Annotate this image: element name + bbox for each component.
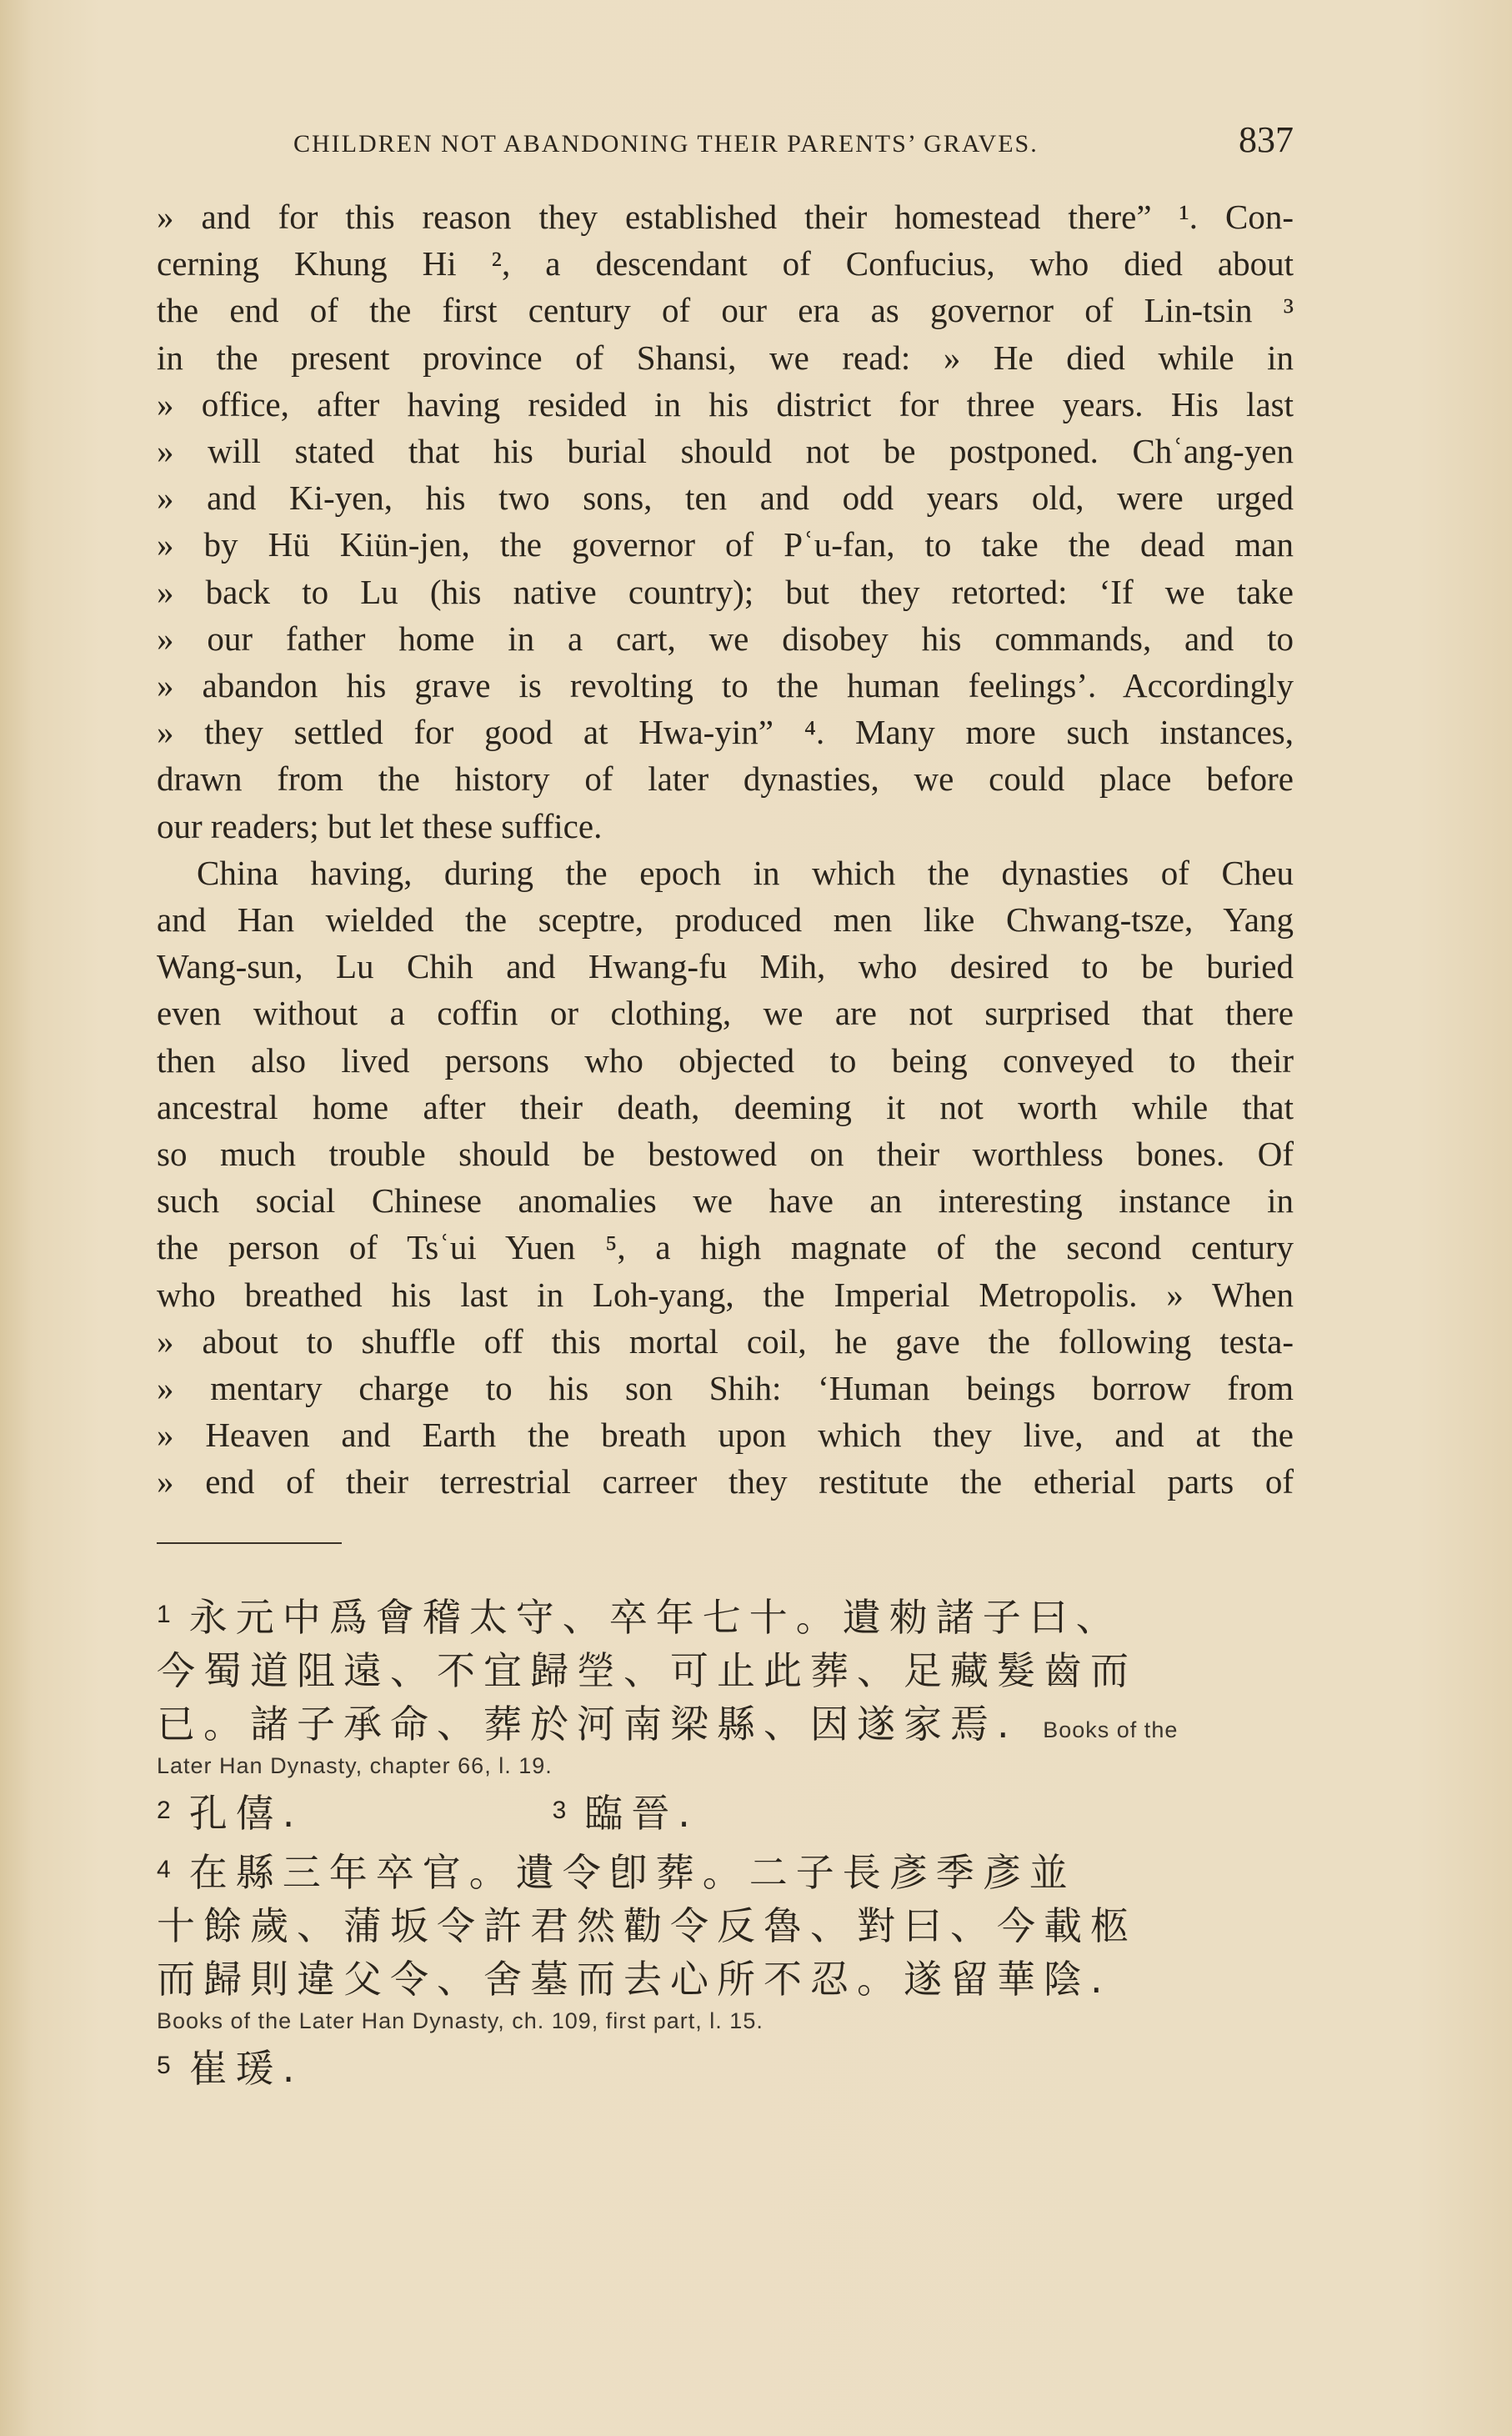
footnote-chinese-text: 在縣三年卒官。遺令卽葬。二子長彥季彥並 xyxy=(188,1850,1076,1895)
text-line: such social Chinese anomalies we have an interesting instance in xyxy=(157,1181,1294,1221)
text-line: » and for this reason they established their homestead there” ¹. Con- xyxy=(157,198,1294,236)
text-line: » office, after having resided in his district for three years. His last xyxy=(157,384,1294,424)
text-line: Wang-sun, Lu Chih and Hwang-fu Mih, who desired to be buried xyxy=(157,947,1294,986)
footnote-chinese-text: 孔僖. xyxy=(188,1791,303,1836)
footnote-citation: Books of the xyxy=(1043,1717,1179,1742)
footnote-2-3 xyxy=(157,1784,1294,1840)
text-line: » about to shuffle off this mortal coil, he gave the following testa- xyxy=(157,1321,1294,1361)
page-number: 837 xyxy=(1239,119,1294,160)
text-line: » back to Lu (his native country); but they retorted: ‘If we take xyxy=(157,572,1294,611)
text-line: » end of their terrestrial carreer they restitute the etherial parts of xyxy=(157,1462,1294,1501)
text-line: and Han wielded the sceptre, produced men like Chwang-tsze, Yang xyxy=(157,900,1294,940)
text-line: China having, during the epoch in which the dynasties of Cheu xyxy=(197,853,1294,892)
text-line: » mentary charge to his son Shih: ‘Human beings borrow from xyxy=(157,1369,1294,1408)
text-line: ancestral home after their death, deeming it not worth while that xyxy=(157,1087,1294,1126)
footnote-4 xyxy=(157,1843,1294,1899)
footnote-divider xyxy=(157,1542,342,1544)
footnote-1 xyxy=(157,1588,1294,1644)
footnote-chinese-text: 崔瑗. xyxy=(188,2046,303,2091)
text-line: who breathed his last in Loh-yang, the Imperial Metropolis. » When xyxy=(157,1275,1294,1314)
footnote-number: 3 xyxy=(552,1797,575,1824)
text-line: » and Ki-yen, his two sons, ten and odd years old, were urged xyxy=(157,479,1294,518)
footnote-5 xyxy=(157,2039,1294,2095)
text-line: so much trouble should be bestowed on their worthless bones. Of xyxy=(157,1135,1294,1174)
page-header xyxy=(293,117,1294,167)
text-line: » abandon his grave is revolting to the human feelings’. Accordingly xyxy=(157,666,1294,705)
footnote-chinese-line: 十餘歲、蒲坂令許君然勸令反魯、對曰、今載柩 xyxy=(157,1903,1137,1948)
text-line: even without a coffin or clothing, we are not surprised that there xyxy=(157,994,1294,1033)
footnote-chinese-line xyxy=(157,1697,1294,1751)
main-text xyxy=(157,193,1294,1506)
text-line: cerning Khung Hi ², a descendant of Confucius, who died about xyxy=(157,244,1294,283)
footnote-chinese-line: 而歸則違父令、舍墓而去心所不忍。遂留華陰. xyxy=(157,1957,1111,2002)
text-line: the person of Tsʿui Yuen ⁵, a high magnate of the second century xyxy=(157,1228,1294,1267)
text-line: the end of the first century of our era as governor of Lin-tsin ³ xyxy=(157,291,1294,330)
text-line: » Heaven and Earth the breath upon which they live, and at the xyxy=(157,1416,1294,1455)
footnote-chinese-text: 永元中爲會稽太守、卒年七十。遺勑諸子曰、 xyxy=(188,1595,1123,1640)
text-line: our readers; but let these suffice. xyxy=(157,806,603,845)
text-line: drawn from the history of later dynasties, we could place before xyxy=(157,759,1294,799)
footnote-citation: Later Han Dynasty, chapter 66, l. 19. xyxy=(157,1753,553,1778)
footnotes xyxy=(157,1588,1294,2095)
footnote-chinese-text: 已。諸子承命、葬於河南梁縣、因遂家焉. xyxy=(157,1702,1018,1747)
text-line: in the present province of Shansi, we read: » He died while in xyxy=(157,338,1294,377)
text-line: » they settled for good at Hwa-yin” ⁴. Many more such instances, xyxy=(157,713,1294,752)
footnote-chinese-text: 臨晉. xyxy=(584,1791,698,1836)
text-line: » will stated that his burial should not be postponed. Chʿang-yen xyxy=(157,432,1294,471)
text-line: then also lived persons who objected to being conveyed to their xyxy=(157,1040,1294,1080)
footnote-number: 1 xyxy=(157,1601,179,1628)
running-title: CHILDREN NOT ABANDONING THEIR PARENTS’ GRAVES. xyxy=(293,130,1039,158)
text-line: » by Hü Kiün-jen, the governor of Pʿu-fan, to take the dead man xyxy=(157,525,1294,564)
footnote-citation: Books of the Later Han Dynasty, ch. 109, first part, l. 15. xyxy=(157,2008,764,2033)
footnote-chinese-line: 今蜀道阻遠、不宜歸塋、可止此葬、足藏髮齒而 xyxy=(157,1648,1137,1693)
footnote-number: 2 xyxy=(157,1797,179,1824)
footnote-number: 4 xyxy=(157,1856,179,1883)
text-line: » our father home in a cart, we disobey his commands, and to xyxy=(157,619,1294,658)
footnote-number: 5 xyxy=(157,2052,179,2079)
